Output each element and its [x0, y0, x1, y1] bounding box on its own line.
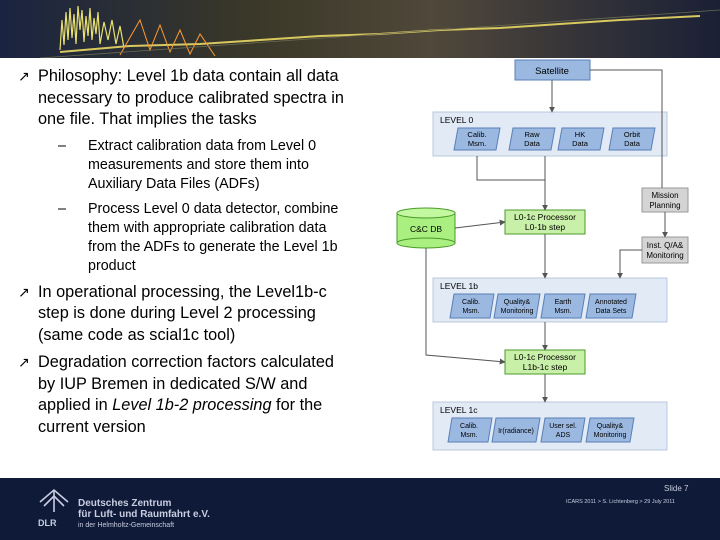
svg-text:C&C DB: C&C DB	[409, 224, 443, 234]
svg-text:LEVEL 1b: LEVEL 1b	[440, 281, 478, 291]
bullet-text: Philosophy: Level 1b data contain all data necessary to produce calibrated spectra in one file. That implies the tasks	[38, 67, 344, 128]
svg-text:Monitoring: Monitoring	[500, 308, 534, 315]
dlr-helmholtz: in der Helmholtz-Gemeinschaft	[78, 522, 175, 529]
level1b-quality-monitoring	[494, 294, 540, 318]
svg-text:Msm.: Msm.	[467, 139, 487, 148]
processor-l1b-1c-step	[505, 350, 585, 374]
svg-text:ADS: ADS	[555, 432, 571, 439]
level0-orbit-data	[609, 128, 655, 150]
svg-text:Mission: Mission	[651, 191, 679, 200]
dlr-emblem-icon	[40, 490, 68, 512]
svg-text:Quality&: Quality&	[596, 423, 624, 430]
sub-bullet-extract: – Extract calibration data from Level 0 measurements and store them into Auxiliary Data Files (ADFs)	[58, 137, 317, 192]
svg-text:Calib.: Calib.	[462, 299, 480, 306]
svg-text:Msm.: Msm.	[554, 308, 572, 315]
svg-text:L0-1c Processor: L0-1c Processor	[514, 352, 576, 362]
dlr-name: Deutsches Zentrum für Luft- und Raumfahrt e.V.	[78, 498, 210, 520]
mission-planning-box	[642, 188, 688, 212]
bullet-arrow-icon: ↗	[18, 284, 30, 301]
level1c-irradiance	[492, 418, 540, 442]
level0-raw-data	[509, 128, 555, 150]
footer-bar	[0, 478, 720, 540]
level1c-user-sel-ads	[541, 418, 585, 442]
level1c-panel	[433, 402, 667, 450]
level0-hk-data	[558, 128, 604, 150]
svg-text:Msm.: Msm.	[462, 308, 480, 315]
svg-text:L1b-1c step: L1b-1c step	[522, 362, 568, 372]
svg-text:LEVEL 1c: LEVEL 1c	[440, 405, 478, 415]
inst-qa-monitoring-box	[642, 237, 688, 263]
svg-text:Data: Data	[624, 139, 640, 148]
level1b-earth-msm	[541, 294, 585, 318]
svg-text:Ir(radiance): Ir(radiance)	[498, 428, 534, 435]
svg-text:Calib.: Calib.	[467, 130, 487, 139]
level1c-calib-msm	[448, 418, 492, 442]
level1b-annotated-data-sets	[586, 294, 636, 318]
svg-text:Monitoring: Monitoring	[646, 251, 684, 260]
svg-text:L0-1b step: L0-1b step	[524, 222, 566, 232]
sub-bullet-process: – Process Level 0 data detector, combine them with appropriate calibration data from the ADFs to generate the Level 1b product	[58, 200, 339, 274]
svg-text:Calib.: Calib.	[460, 423, 478, 430]
bullet-arrow-icon: ↗	[18, 355, 30, 371]
svg-text:Quality&: Quality&	[503, 299, 531, 306]
level1b-calib-msm	[450, 294, 494, 318]
svg-text:L0-1c Processor: L0-1c Processor	[514, 212, 576, 222]
svg-text:Data: Data	[572, 139, 588, 148]
svg-text:Data Sets: Data Sets	[595, 308, 627, 315]
svg-text:Earth: Earth	[554, 299, 572, 306]
svg-text:HK: HK	[574, 130, 586, 139]
svg-text:Satellite: Satellite	[535, 66, 569, 77]
bullet-arrow-icon: ↗	[18, 69, 30, 85]
dlr-abbr: DLR	[38, 518, 57, 528]
svg-text:LEVEL 0: LEVEL 0	[440, 115, 474, 125]
processor-l0-1b-step	[505, 210, 585, 234]
level0-panel	[433, 112, 667, 156]
bullet-operational: ↗ In operational processing, the Level1b-c step is done during Level 2 processing (same code as scial1c tool)	[18, 282, 327, 344]
satellite-box	[515, 60, 590, 80]
bullet-degradation: ↗ Degradation correction factors calculated by IUP Bremen in dedicated S/W and applied in Level 1b-2 processing for the current version	[18, 353, 334, 436]
level0-calib-msm	[454, 128, 500, 150]
svg-text:Monitoring: Monitoring	[593, 432, 627, 439]
svg-text:User sel.: User sel.	[549, 423, 577, 430]
svg-text:Planning: Planning	[649, 201, 681, 210]
svg-text:Data: Data	[524, 139, 540, 148]
level1c-quality-monitoring	[586, 418, 634, 442]
svg-text:Raw: Raw	[524, 130, 540, 139]
svg-text:Orbit: Orbit	[623, 130, 641, 139]
svg-text:Inst. Q/A&: Inst. Q/A&	[646, 241, 684, 250]
level1b-panel	[433, 278, 667, 322]
footer-meta: ICARS 2011 > S. Lichtenberg > 29 July 2011	[566, 499, 675, 505]
svg-text:Annotated: Annotated	[595, 299, 627, 306]
ccdb-database	[397, 208, 455, 248]
slide-number: Slide 7	[664, 484, 689, 493]
svg-text:Msm.: Msm.	[460, 432, 478, 439]
